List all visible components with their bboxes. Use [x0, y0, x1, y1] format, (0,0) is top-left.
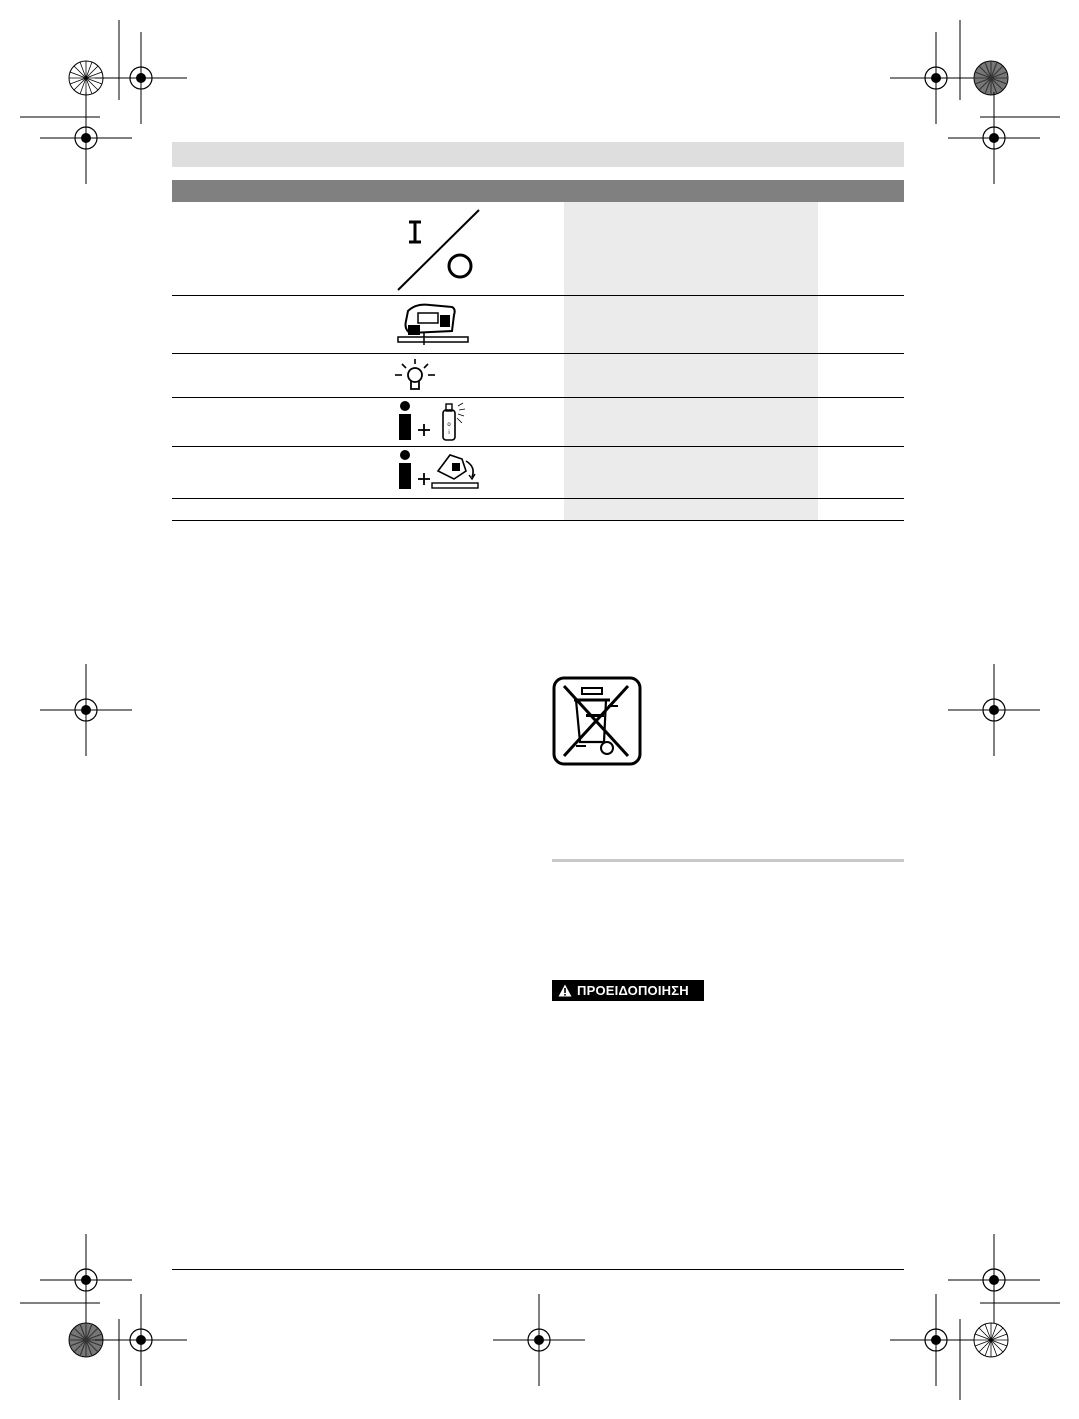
page-header-bar	[172, 142, 904, 167]
table-header-bar	[172, 180, 904, 202]
section-separator	[552, 859, 904, 862]
svg-text:i: i	[448, 430, 450, 436]
warning-badge	[552, 980, 704, 1001]
jigsaw-icon	[396, 301, 470, 349]
warning-label: ΠΡΟΕΙΔΟΠΟΙΗΣΗ	[577, 983, 689, 998]
table-row-divider	[172, 397, 904, 398]
footer-rule	[172, 1269, 904, 1270]
info-base-plate-bevel-icon	[396, 449, 480, 491]
table-bottom-rule	[172, 520, 904, 521]
table-row-divider	[172, 446, 904, 447]
table-row-divider	[172, 353, 904, 354]
table-row-divider	[172, 498, 904, 499]
crossed-out-wheelie-bin-icon	[552, 676, 642, 766]
svg-text:o: o	[447, 422, 451, 428]
info-lubricate-icon	[396, 400, 486, 442]
warning-triangle-icon	[558, 984, 572, 997]
table-row-divider	[172, 295, 904, 296]
table-shaded-column	[564, 202, 818, 521]
on-off-switch-icon	[395, 208, 485, 292]
light-bulb-icon	[393, 357, 437, 395]
